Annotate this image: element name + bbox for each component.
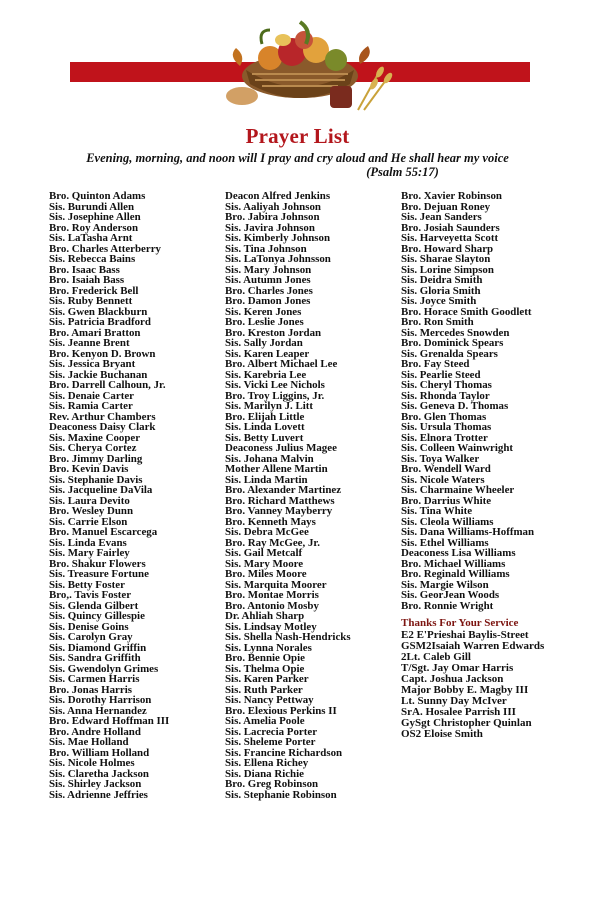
prayer-name-item: Sis. Sally Jordan bbox=[225, 337, 303, 349]
prayer-name-item: Sis. LaTonya Johnsson bbox=[225, 253, 331, 265]
prayer-name-item: Sis. Aaliyah Johnson bbox=[225, 200, 321, 213]
prayer-name-item: Sis. Charmaine Wheeler bbox=[401, 484, 515, 496]
prayer-name-item: Bro. Jabira Johnson bbox=[225, 211, 320, 223]
prayer-name-item: Bro. Alexander Martinez bbox=[225, 484, 342, 496]
prayer-name-item: Bro. Ray McGee, Jr. bbox=[225, 536, 320, 549]
prayer-name-item: Bro. Charles Jones bbox=[225, 284, 313, 297]
prayer-name-item: Bro. Horace Smith Goodlett bbox=[401, 305, 532, 318]
prayer-name-item: Sis. GeorJean Woods bbox=[401, 589, 500, 601]
prayer-name-item: Sis. Debra McGee bbox=[225, 526, 309, 538]
prayer-name-item: Sis. Sharae Slayton bbox=[401, 253, 491, 265]
prayer-name-item: Sis. Gwendolyn Grimes bbox=[49, 662, 159, 675]
prayer-name-item: Sis. Ruby Bennett bbox=[49, 295, 133, 307]
prayer-name-item: Sis. Carolyn Gray bbox=[49, 631, 133, 643]
prayer-name-item: Sis. Stephanie Robinson bbox=[225, 788, 337, 801]
prayer-name-item: Sis. Mary Johnson bbox=[225, 263, 312, 276]
prayer-name-item: Bro. Ronnie Wright bbox=[401, 599, 494, 612]
prayer-name-item: Sis. Jean Sanders bbox=[401, 211, 482, 223]
prayer-name-item: Sis. Tina Johnson bbox=[225, 242, 307, 255]
prayer-name-item: Sis. Linda Lovett bbox=[225, 421, 305, 433]
prayer-name-item: Sis. Ursula Thomas bbox=[401, 421, 492, 433]
prayer-name-item: Bro. Elexious Perkins II bbox=[225, 704, 337, 717]
prayer-name-item: Bro. Fay Steed bbox=[401, 358, 470, 370]
prayer-name-item: Sis. Denaie Carter bbox=[49, 389, 134, 402]
prayer-name-item: Bro. Isaiah Bass bbox=[49, 274, 125, 286]
prayer-name-item: Sis. Toya Walker bbox=[401, 452, 480, 465]
prayer-name-item: Bro. Josiah Saunders bbox=[401, 221, 500, 234]
prayer-name-item: Bro. Dejuan Roney bbox=[401, 200, 491, 213]
prayer-name-item: Bro. Quinton Adams bbox=[49, 190, 146, 202]
prayer-name-item: Sis. Francine Richardson bbox=[225, 746, 343, 759]
prayer-name-item: Sis. Rebecca Bains bbox=[49, 253, 136, 265]
prayer-name-item: Bro. Montae Morris bbox=[225, 589, 319, 601]
prayer-name-item: Sis. Jackie Buchanan bbox=[49, 368, 148, 381]
prayer-name-item: Sis. Margie Wilson bbox=[401, 578, 489, 591]
prayer-name-item: Sis. Karen Parker bbox=[225, 673, 309, 685]
prayer-name-item: Sis. Glenda Gilbert bbox=[49, 599, 139, 612]
prayer-name-item: Sis. Mercedes Snowden bbox=[401, 326, 510, 339]
prayer-name-item: Bro. Kreston Jordan bbox=[225, 326, 322, 339]
prayer-name-item: Sis. Joyce Smith bbox=[401, 295, 477, 307]
service-member-item: Major Bobby E. Magby III bbox=[401, 683, 529, 696]
prayer-name-item: Sis. Patricia Bradford bbox=[49, 316, 151, 328]
verse-text: Evening, morning, and noon will I pray and cry aloud and He shall hear my voice bbox=[86, 151, 509, 165]
scripture-verse bbox=[0, 151, 595, 179]
prayer-name-item: Sis. Mary Moore bbox=[225, 557, 304, 570]
prayer-list-column-2 bbox=[225, 191, 410, 800]
prayer-name-item: Sis. Cleola Williams bbox=[401, 515, 494, 528]
prayer-name-item: Bro. Glen Thomas bbox=[401, 410, 487, 423]
prayer-name-item: Bro. William Holland bbox=[49, 746, 150, 759]
prayer-name-item: Sis. Josephine Allen bbox=[49, 211, 141, 223]
prayer-name-item: Bro. Reginald Williams bbox=[401, 568, 510, 580]
service-member-item: 2Lt. Caleb Gill bbox=[401, 650, 471, 663]
prayer-name-item: Bro. Wendell Ward bbox=[401, 463, 491, 475]
prayer-name-item: Sis. Gloria Smith bbox=[401, 284, 481, 297]
prayer-name-item: Sis. Karen Leaper bbox=[225, 347, 310, 360]
prayer-name-item: Sis. Jacqueline DaVila bbox=[49, 484, 153, 496]
prayer-name-item: Sis. Shirley Jackson bbox=[49, 778, 142, 790]
page-title: Prayer List bbox=[245, 124, 350, 148]
prayer-name-item: Sis. Mae Holland bbox=[49, 736, 129, 748]
service-member-item: GSM2Isaiah Warren Edwards bbox=[401, 639, 545, 652]
prayer-name-item: Sis. Gail Metcalf bbox=[225, 547, 303, 559]
prayer-name-item: Sis. Carrie Elson bbox=[49, 515, 128, 528]
prayer-name-item: Rev. Arthur Chambers bbox=[49, 410, 156, 423]
service-member-item: T/Sgt. Jay Omar Harris bbox=[401, 661, 514, 674]
harvest-basket-banner-illustration bbox=[0, 0, 595, 120]
prayer-list-column-3-names bbox=[401, 191, 586, 611]
prayer-name-item: Sis. Maxine Cooper bbox=[49, 431, 141, 444]
prayer-name-item: Bro. Edward Hoffman III bbox=[49, 715, 170, 727]
prayer-list-column-1 bbox=[49, 191, 234, 800]
prayer-name-item: Dr. Ahliah Sharp bbox=[225, 610, 305, 622]
service-member-item: SrA. Hosalee Parrish III bbox=[401, 705, 516, 718]
prayer-name-item: Deaconess Julius Magee bbox=[225, 442, 337, 454]
prayer-name-item: Bro. Dominick Spears bbox=[401, 337, 504, 349]
prayer-name-item: Sis. Carmen Harris bbox=[49, 673, 140, 685]
prayer-name-item: Sis. Geneva D. Thomas bbox=[401, 400, 509, 412]
prayer-name-item: Bro. Isaac Bass bbox=[49, 263, 120, 276]
prayer-name-item: Sis. Ramia Carter bbox=[49, 400, 133, 412]
prayer-name-item: Bro. Richard Matthews bbox=[225, 494, 335, 507]
prayer-name-item: Bro. Jonas Harris bbox=[49, 683, 132, 696]
prayer-name-item: Bro. Darrius White bbox=[401, 494, 492, 507]
prayer-name-item: Sis. Grenalda Spears bbox=[401, 347, 498, 360]
prayer-name-item: Sis. Ethel Williams bbox=[401, 536, 489, 549]
prayer-name-item: Sis. Karebria Lee bbox=[225, 368, 307, 381]
prayer-name-item: Sis. Johana Malvin bbox=[225, 452, 314, 465]
prayer-name-item: Sis. Betty Foster bbox=[49, 578, 125, 591]
prayer-name-item: Bro. Albert Michael Lee bbox=[225, 358, 338, 370]
prayer-name-item: Sis. Kimberly Johnson bbox=[225, 232, 330, 244]
prayer-name-item: Sis. Sandra Griffith bbox=[49, 652, 141, 664]
prayer-name-item: Sis. Betty Luvert bbox=[225, 431, 304, 444]
prayer-name-item: Bro. Kenneth Mays bbox=[225, 515, 316, 528]
prayer-name-item: Sis. Laura Devito bbox=[49, 494, 130, 507]
prayer-name-item: Sis. Nicole Holmes bbox=[49, 757, 135, 769]
service-members-list bbox=[401, 630, 586, 740]
prayer-name-item: Sis. Ruth Parker bbox=[225, 683, 303, 696]
prayer-name-item: Sis. Elnora Trotter bbox=[401, 431, 488, 444]
prayer-name-item: Bro. Shakur Flowers bbox=[49, 557, 146, 570]
prayer-name-item: Sis. Linda Evans bbox=[49, 536, 127, 549]
prayer-name-item: Sis. Cherya Cortez bbox=[49, 442, 137, 454]
prayer-name-item: Sis. Ellena Richey bbox=[225, 757, 309, 769]
prayer-name-item: Sis. Pearlie Steed bbox=[401, 368, 481, 381]
prayer-name-item: Bro. Jimmy Darling bbox=[49, 452, 143, 465]
prayer-name-item: Bro. Michael Williams bbox=[401, 557, 506, 570]
prayer-name-item: Bro. Kenyon D. Brown bbox=[49, 347, 156, 360]
prayer-name-item: Deacon Alfred Jenkins bbox=[225, 190, 331, 202]
prayer-name-item: Bro. Elijah Little bbox=[225, 410, 305, 423]
prayer-name-item: Sis. Keren Jones bbox=[225, 305, 302, 318]
prayer-name-item: Sis. Marilyn J. Litt bbox=[225, 400, 314, 412]
prayer-name-item: Sis. Jeanne Brent bbox=[49, 337, 130, 349]
prayer-name-item: Sis. Deidra Smith bbox=[401, 274, 483, 286]
prayer-name-item: Sis. Cheryl Thomas bbox=[401, 379, 492, 391]
prayer-name-item: Bro. Amari Bratton bbox=[49, 326, 141, 339]
prayer-name-item: Bro. Roy Anderson bbox=[49, 221, 139, 234]
prayer-name-item: Bro. Charles Atterberry bbox=[49, 242, 162, 255]
prayer-name-item: Sis. Linda Martin bbox=[225, 473, 308, 486]
prayer-name-item: Bro. Darrell Calhoun, Jr. bbox=[49, 379, 166, 391]
prayer-name-item: Bro. Miles Moore bbox=[225, 568, 307, 580]
prayer-name-item: Bro,. Tavis Foster bbox=[49, 589, 132, 601]
prayer-name-item: Bro. Wesley Dunn bbox=[49, 505, 134, 517]
service-member-item: GySgt Christopher Quinlan bbox=[401, 716, 532, 729]
prayer-name-item: Sis. Claretha Jackson bbox=[49, 767, 149, 780]
prayer-name-item: Sis. Autumn Jones bbox=[225, 274, 311, 286]
verse-reference: (Psalm 55:17) bbox=[366, 165, 439, 179]
prayer-name-item: Sis. Javira Johnson bbox=[225, 221, 315, 234]
prayer-name-item: Sis. Lorine Simpson bbox=[401, 263, 494, 276]
prayer-name-item: Sis. Mary Fairley bbox=[49, 547, 130, 559]
prayer-name-item: Sis. Stephanie Davis bbox=[49, 473, 143, 486]
prayer-name-item: Sis. Thelma Opie bbox=[225, 662, 305, 675]
prayer-name-item: Bro. Bennie Opie bbox=[225, 652, 305, 664]
prayer-name-item: Sis. Tina White bbox=[401, 505, 473, 517]
prayer-name-item: Sis. Dorothy Harrison bbox=[49, 694, 152, 706]
prayer-name-item: Sis. Dana Williams-Hoffman bbox=[401, 526, 535, 538]
prayer-name-item: Sis. Diana Richie bbox=[225, 767, 304, 780]
prayer-name-item: Bro. Troy Liggins, Jr. bbox=[225, 389, 325, 402]
prayer-name-item: Sis. Nancy Pettway bbox=[225, 694, 314, 706]
prayer-name-item: Bro. Antonio Mosby bbox=[225, 599, 319, 612]
prayer-name-item: Bro. Andre Holland bbox=[49, 725, 141, 738]
prayer-name-item: Bro. Xavier Robinson bbox=[401, 190, 502, 202]
prayer-name-item: Bro. Frederick Bell bbox=[49, 284, 139, 297]
service-member-item: Capt. Joshua Jackson bbox=[401, 672, 504, 685]
service-member-item: E2 E'Prieshai Baylis-Street bbox=[401, 628, 529, 641]
service-member-item: OS2 Eloise Smith bbox=[401, 727, 483, 740]
prayer-name-item: Bro. Kevin Davis bbox=[49, 463, 129, 475]
prayer-name-item: Sis. Gwen Blackburn bbox=[49, 305, 148, 318]
prayer-name-item: Bro. Manuel Escarcega bbox=[49, 526, 158, 538]
prayer-name-item: Bro. Vanney Mayberry bbox=[225, 505, 333, 517]
prayer-name-item: Bro. Leslie Jones bbox=[225, 316, 304, 328]
prayer-name-item: Sis. Quincy Gillespie bbox=[49, 610, 145, 622]
prayer-name-item: Sis. Jessica Bryant bbox=[49, 358, 136, 370]
prayer-name-item: Sis. Lindsay Motley bbox=[225, 620, 317, 633]
prayer-name-item: Sis. Rhonda Taylor bbox=[401, 389, 490, 402]
prayer-name-item: Bro. Damon Jones bbox=[225, 295, 311, 307]
prayer-name-item: Sis. Nicole Waters bbox=[401, 473, 485, 486]
prayer-name-item: Sis. Burundi Allen bbox=[49, 200, 135, 213]
prayer-name-item: Sis. Harveyetta Scott bbox=[401, 232, 499, 244]
prayer-name-item: Sis. Anna Hernandez bbox=[49, 704, 147, 717]
prayer-name-item: Sis. Denise Goins bbox=[49, 620, 129, 633]
prayer-list-column-3 bbox=[401, 191, 586, 740]
prayer-name-item: Sis. Sheleme Porter bbox=[225, 736, 316, 748]
prayer-name-item: Sis. LaTasha Arnt bbox=[49, 232, 133, 244]
prayer-name-item: Mother Allene Martin bbox=[225, 463, 328, 475]
prayer-name-item: Bro. Greg Robinson bbox=[225, 778, 319, 790]
service-member-item: Lt. Sunny Day McIver bbox=[401, 694, 507, 707]
prayer-name-item: Sis. Vicki Lee Nichols bbox=[225, 379, 325, 391]
prayer-name-item: Sis. Lacrecia Porter bbox=[225, 725, 318, 738]
prayer-name-item: Sis. Lynna Norales bbox=[225, 641, 312, 654]
prayer-name-item: Deaconess Daisy Clark bbox=[49, 421, 156, 433]
prayer-name-item: Sis. Treasure Fortune bbox=[49, 568, 149, 580]
prayer-name-item: Bro. Ron Smith bbox=[401, 316, 474, 328]
prayer-name-item: Sis. Adrienne Jeffries bbox=[49, 788, 148, 801]
service-section-title: Thanks For Your Service bbox=[401, 617, 519, 629]
prayer-name-item: Sis. Diamond Griffin bbox=[49, 641, 147, 654]
prayer-name-item: Sis. Marquita Moorer bbox=[225, 578, 327, 591]
prayer-name-item: Sis. Colleen Wainwright bbox=[401, 442, 514, 454]
prayer-name-item: Bro. Howard Sharp bbox=[401, 242, 494, 255]
prayer-name-item: Deaconess Lisa Williams bbox=[401, 547, 516, 559]
prayer-name-item: Sis. Shella Nash-Hendricks bbox=[225, 631, 351, 643]
prayer-name-item: Sis. Amelia Poole bbox=[225, 715, 305, 727]
